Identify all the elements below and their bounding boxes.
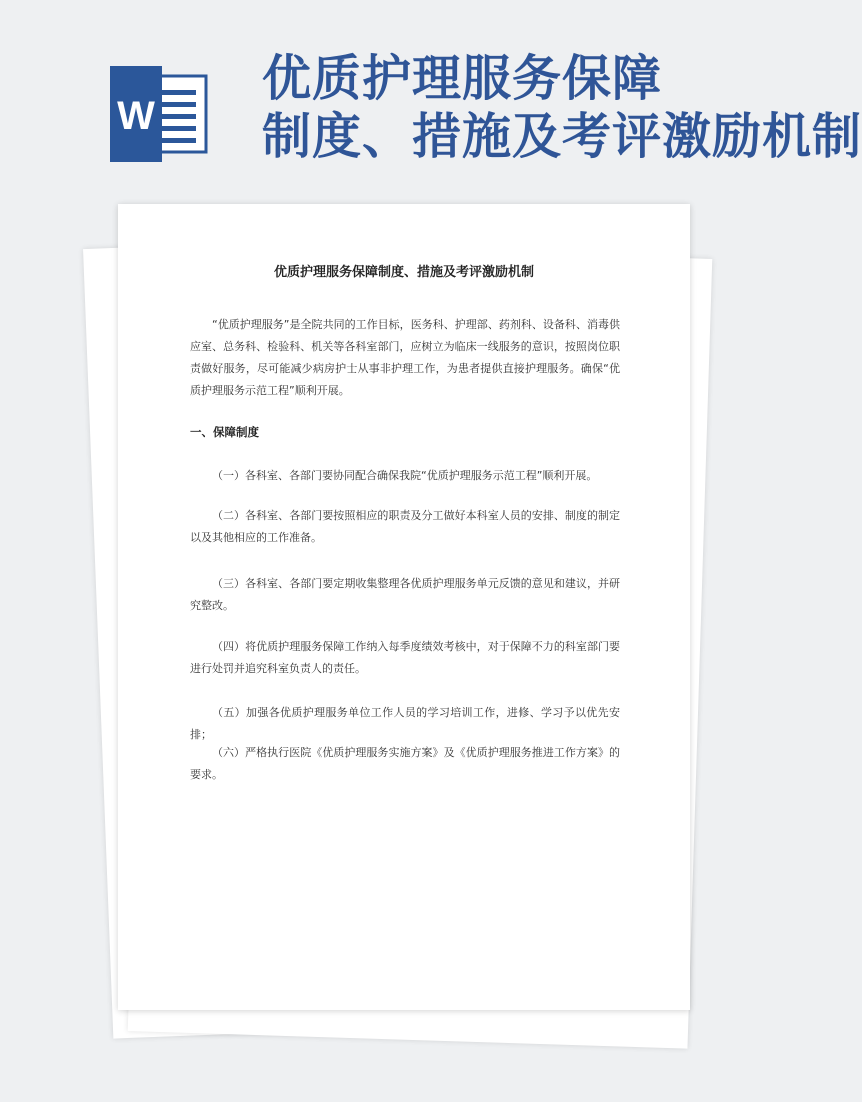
- intro-paragraph: “优质护理服务”是全院共同的工作目标，医务科、护理部、药剂科、设备科、消毒供应室、总务科、检验科、机关等各科室部门，应树立为临床一线服务的意识，按照岗位职责做好服务，尽可能减少病房护士从事非护理工作，为患者提供直接护理服务。确保“优质护理服务示范工程”顺利开展。: [190, 318, 620, 397]
- list-item: （四）将优质护理服务保障工作纳入每季度绩效考核中，对于保障不力的科室部门要进行处罚并追究科室负责人的责任。: [190, 640, 620, 675]
- list-item: （六）严格执行医院《优质护理服务实施方案》及《优质护理服务推进工作方案》的要求。: [190, 746, 620, 781]
- word-logo-letter: W: [117, 94, 155, 138]
- list-item: （二）各科室、各部门要按照相应的职责及分工做好本科室人员的安排、制度的制定以及其他相应的工作准备。: [190, 509, 620, 544]
- list-item: （一）各科室、各部门要协同配合确保我院“优质护理服务示范工程”顺利开展。: [212, 469, 598, 482]
- banner-title: [262, 50, 862, 166]
- banner: [0, 0, 862, 180]
- word-logo-icon: [110, 66, 210, 162]
- list-item: （三）各科室、各部门要定期收集整理各优质护理服务单元反馈的意见和建议，并研究整改。: [190, 577, 620, 612]
- document-title: 优质护理服务保障制度、措施及考评激励机制: [273, 265, 534, 280]
- banner-title-line2: 制度、措施及考评激励机制: [262, 108, 862, 165]
- banner-title-line1: 优质护理服务保障: [262, 50, 663, 107]
- section-heading: 一、保障制度: [190, 425, 259, 439]
- document-page: [118, 204, 690, 1010]
- list-item: （五）加强各优质护理服务单位工作人员的学习培训工作，进修、学习予以优先安排；: [190, 706, 620, 741]
